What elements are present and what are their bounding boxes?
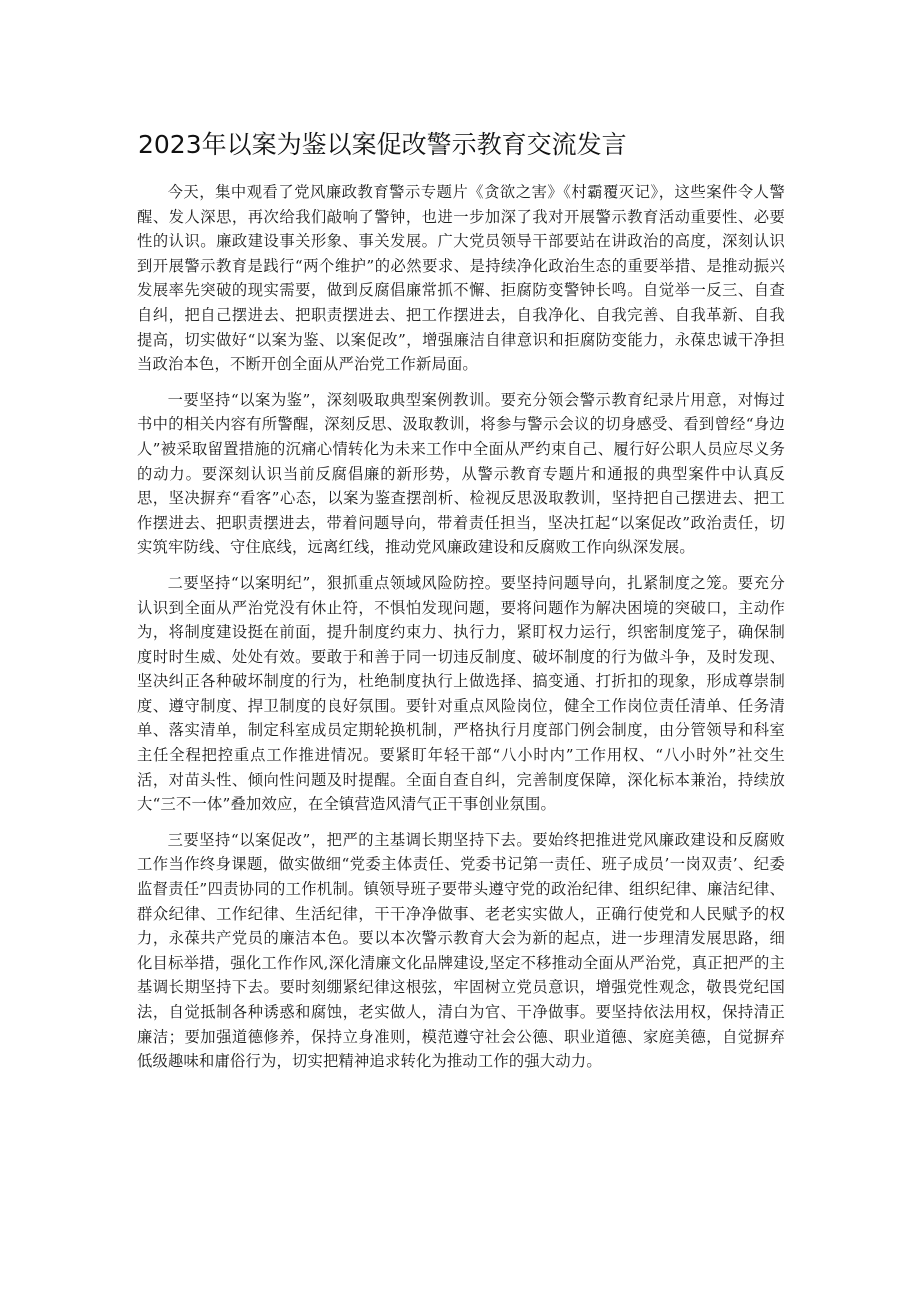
document-body (137, 180, 785, 1085)
document-title: 2023年以案为鉴以案促改警示教育交流发言 (138, 130, 627, 159)
paragraph-point-two: 二要坚持“以案明纪”，狠抓重点领域风险防控。要坚持问题导向，扎紧制度之笼。要充分认识到全面从严治党没有休止符，不惧怕发现问题，要将问题作为解决困境的突破口，主动作为，将制度建设挺在前面，提升制度约束力、执行力，紧盯权力运行，织密制度笼子，确保制度时时生威、处处有效。要敢于和善于同一切违反制度、破坏制度的行为做斗争，及时发现、坚决纠正各种破坏制度的行为，杜绝制度执行上做选择、搞变通、打折扣的现象，形成尊崇制度、遵守制度、捍卫制度的良好氛围。要针对重点风险岗位，健全工作岗位责任清单、任务清单、落实清单，制定科室成员定期轮换机制，严格执行月度部门例会制度，由分管领导和科室主任全程把控重点工作推进情况。要紧盯年轻干部“八小时内”工作用权、“八小时外”社交生活，对苗头性、倾向性问题及时提醒。全面自查自纠，完善制度保障，深化标本兼治，持续放大“三不一体”叠加效应，在全镇营造风清气正干事创业氛围。 (137, 573, 785, 814)
paragraph-point-one: 一要坚持“以案为鉴”，深刻吸取典型案例教训。要充分领会警示教育纪录片用意，对悔过书中的相关内容有所警醒，深刻反思、汲取教训，将参与警示会议的切身感受、看到曾经“身边人”被采取留置措施的沉痛心情转化为未来工作中全面从严约束自己、履行好公职人员应尽义务的动力。要深刻认识当前反腐倡廉的新形势，从警示教育专题片和通报的典型案件中认真反思，坚决摒弃“看客”心态，以案为鉴查摆剖析、检视反思汲取教训，坚持把自己摆进去、把工作摆进去、把职责摆进去，带着问题导向，带着责任担当，坚决扛起“以案促改”政治责任，切实筑牢防线、守住底线，远离红线，推动党风廉政建设和反腐败工作向纵深发展。 (137, 390, 785, 557)
paragraph-intro: 今天，集中观看了党风廉政教育警示专题片《贪欲之害》《村霸覆灭记》，这些案件令人警醒、发人深思，再次给我们敲响了警钟，也进一步加深了我对开展警示教育活动重要性、必要性的认识。廉政建设事关形象、事关发展。广大党员领导干部要站在讲政治的高度，深刻认识到开展警示教育是践行“两个维护”的必然要求、是持续净化政治生态的重要举措、是推动振兴发展率先突破的现实需要，做到反腐倡廉常抓不懈、拒腐防变警钟长鸣。自觉举一反三、自查自纠，把自己摆进去、把职责摆进去、把工作摆进去，自我净化、自我完善、自我革新、自我提高，切实做好“以案为鉴、以案促改”，增强廉洁自律意识和拒腐防变能力，永葆忠诚干净担当政治本色，不断开创全面从严治党工作新局面。 (137, 183, 785, 374)
paragraph-point-three: 三要坚持“以案促改”，把严的主基调长期坚持下去。要始终把推进党风廉政建设和反腐败工作当作终身课题，做实做细“党委主体责任、党委书记第一责任、班子成员’一岗双责’、纪委监督责任”四责协同的工作机制。镇领导班子要带头遵守党的政治纪律、组织纪律、廉洁纪律、群众纪律、工作纪律、生活纪律，干干净净做事、老老实实做人，正确行使党和人民赋予的权力，永葆共产党员的廉洁本色。要以本次警示教育大会为新的起点，进一步理清发展思路，细化目标举措，强化工作作风,深化清廉文化品牌建设,坚定不移推动全面从严治党，真正把严的主基调长期坚持下去。要时刻绷紧纪律这根弦，牢固树立党员意识，增强党性观念，敬畏党纪国法，自觉抵制各种诱惑和腐蚀，老实做人，清白为官、干净做事。要坚持依法用权，保持清正廉洁；要加强道德修养，保持立身准则，模范遵守社会公德、职业道德、家庭美德，自觉摒弃低级趣味和庸俗行为，切实把精神追求转化为推动工作的强大动力。 (137, 830, 785, 1071)
